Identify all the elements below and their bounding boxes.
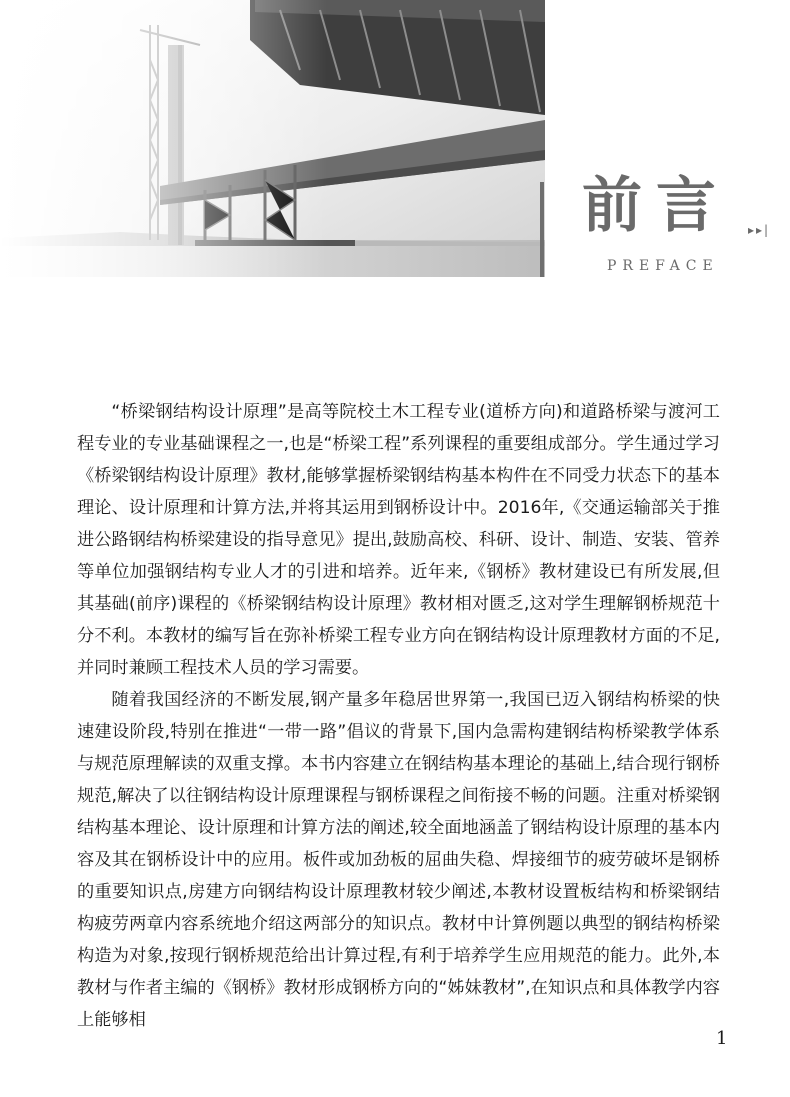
preface-body [77, 396, 720, 1036]
paragraph: 随着我国经济的不断发展,钢产量多年稳居世界第一,我国已迈入钢结构桥梁的快速建设阶段,特别在推进“一带一路”倡议的背景下,国内急需构建钢结构桥梁教学体系与规范原理解读的双重支撑。本书内容建立在钢结构基本理论的基础上,结合现行钢桥规范,解决了以往钢结构设计原理课程与钢桥课程之间衔接不畅的问题。注重对桥梁钢结构基本理论、设计原理和计算方法的阐述,较全面地涵盖了钢结构设计原理的基本内容及其在钢桥设计中的应用。板件或加劲板的屈曲失稳、焊接细节的疲劳破坏是钢桥的重要知识点,房建方向钢结构设计原理教材较少阐述,本教材设置板结构和桥梁钢结构疲劳两章内容系统地介绍这两部分的知识点。教材中计算例题以典型的钢结构桥梁构造为对象,按现行钢桥规范给出计算过程,有利于培养学生应用规范的能力。此外,本教材与作者主编的《钢桥》教材形成钢桥方向的“姊妹教材”,在知识点和具体教学内容上能够相 [77, 690, 720, 1030]
page-number: 1 [716, 1028, 728, 1049]
paragraph: “桥梁钢结构设计原理”是高等院校土木工程专业(道桥方向)和道路桥梁与渡河工程专业的专业基础课程之一,也是“桥梁工程”系列课程的重要组成部分。学生通过学习《桥梁钢结构设计原理》教材,能够掌握桥梁钢结构基本构件在不同受力状态下的基本理论、设计原理和计算方法,并将其运用到钢桥设计中。2016年,《交通运输部关于推进公路钢结构桥梁建设的指导意见》提出,鼓励高校、科研、设计、制造、安装、管养等单位加强钢结构专业人才的引进和培养。近年来,《钢桥》教材建设已有所发展,但其基础(前序)课程的《桥梁钢结构设计原理》教材相对匮乏,这对学生理解钢桥规范十分不利。本教材的编写旨在弥补桥梁工程专业方向在钢结构设计原理教材方面的不足,并同时兼顾工程技术人员的学习需要。 [77, 402, 720, 678]
header-bridge-photo [0, 0, 545, 277]
title-arrow-marks: ▸▸| [748, 223, 771, 237]
title-divider [540, 182, 544, 277]
page-title: 前言 [582, 171, 730, 241]
page-subtitle: PREFACE [607, 258, 719, 274]
